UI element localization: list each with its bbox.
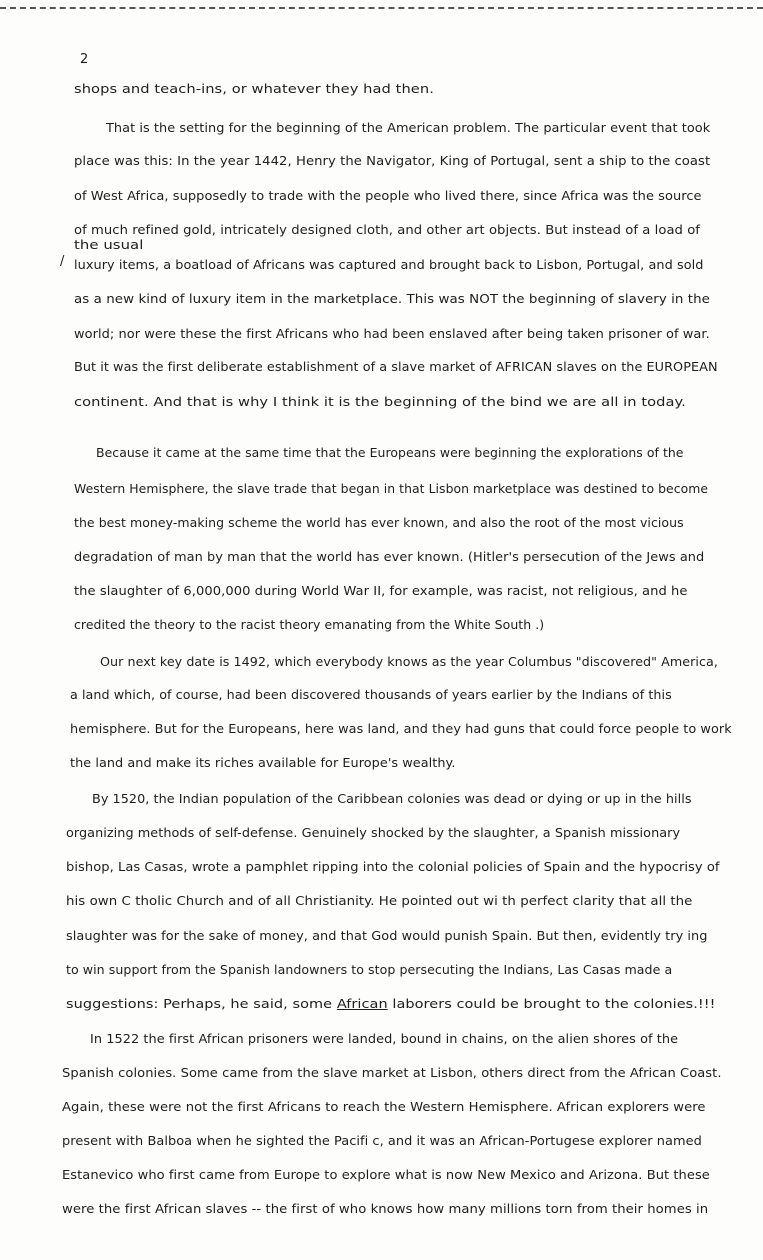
text-line: shops and teach-ins, or whatever they had then. [74, 82, 434, 96]
text-line: By 1520, the Indian population of the Caribbean colonies was dead or dying or up in the hills [92, 792, 692, 806]
text-line: his own C tholic Church and of all Christianity. He pointed out wi th perfect clarity that all the [66, 894, 693, 908]
text-line: Again, these were not the first Africans to reach the Western Hemisphere. African explorers were [62, 1100, 706, 1114]
text-line: Because it came at the same time that the Europeans were beginning the explorations of the [96, 446, 684, 460]
text-line: to win support from the Spanish landowners to stop persecuting the Indians, Las Casas made a [66, 963, 673, 977]
text-segment: laborers could be brought to the colonies.!!! [387, 997, 716, 1011]
text-line: the slaughter of 6,000,000 during World War II, for example, was racist, not religious, and he [74, 584, 688, 598]
text-line: Our next key date is 1492, which everybody knows as the year Columbus "discovered" America, [100, 655, 718, 669]
text-line: bishop, Las Casas, wrote a pamphlet ripping into the colonial policies of Spain and the hypocrisy of [66, 860, 720, 874]
text-line [66, 997, 716, 1011]
text-line: That is the setting for the beginning of the American problem. The particular event that took [106, 121, 711, 135]
text-line: luxury items, a boatload of Africans was captured and brought back to Lisbon, Portugal, and sold [74, 258, 704, 272]
text-line: In 1522 the first African prisoners were landed, bound in chains, on the alien shores of the [90, 1032, 679, 1046]
text-segment: suggestions: Perhaps, he said, some [66, 997, 337, 1011]
text-line: the best money-making scheme the world has ever known, and also the root of the most vicious [74, 516, 684, 530]
text-line: of West Africa, supposedly to trade with the people who lived there, since Africa was the source [74, 189, 702, 203]
text-line: degradation of man by man that the world has ever known. (Hitler's persecution of the Jews and [74, 550, 705, 564]
text-line: organizing methods of self-defense. Genuinely shocked by the slaughter, a Spanish missionary [66, 826, 681, 840]
text-line: Western Hemisphere, the slave trade that began in that Lisbon marketplace was destined to become [74, 482, 709, 496]
text-line: Estanevico who first came from Europe to explore what is now New Mexico and Arizona. But these [62, 1168, 710, 1182]
text-line: continent. And that is why I think it is the beginning of the bind we are all in today. [74, 395, 686, 409]
margin-insertion-mark: / [60, 254, 65, 269]
text-line: were the first African slaves -- the first of who knows how many millions torn from their homes in [62, 1202, 709, 1216]
text-line: the land and make its riches available for Europe's wealthy. [70, 756, 456, 770]
page-number: 2 [80, 52, 89, 67]
page-top-border [0, 0, 763, 9]
text-line: present with Balboa when he sighted the Pacifi c, and it was an African-Portugese explorer named [62, 1134, 702, 1148]
text-line: a land which, of course, had been discovered thousands of years earlier by the Indians of this [70, 688, 672, 702]
text-line: world; nor were these the first Africans who had been enslaved after being taken prisoner of war. [74, 327, 710, 341]
text-line: hemisphere. But for the Europeans, here was land, and they had guns that could force people to work [70, 722, 732, 736]
text-line: credited the theory to the racist theory emanating from the White South .) [74, 618, 545, 632]
text-line: But it was the first deliberate establishment of a slave market of AFRICAN slaves on the EUROPEAN [74, 360, 718, 374]
text-line: place was this: In the year 1442, Henry the Navigator, King of Portugal, sent a ship to the coast [74, 154, 711, 168]
text-line: Spanish colonies. Some came from the slave market at Lisbon, others direct from the African Coast. [62, 1066, 722, 1080]
text-line: of much refined gold, intricately designed cloth, and other art objects. But instead of a load of [74, 223, 701, 237]
inserted-text: the usual [74, 238, 144, 252]
text-line: as a new kind of luxury item in the marketplace. This was NOT the beginning of slavery in the [74, 292, 710, 306]
text-line: slaughter was for the sake of money, and that God would punish Spain. But then, evidently try ing [66, 929, 708, 943]
underlined-word: African [336, 997, 388, 1011]
